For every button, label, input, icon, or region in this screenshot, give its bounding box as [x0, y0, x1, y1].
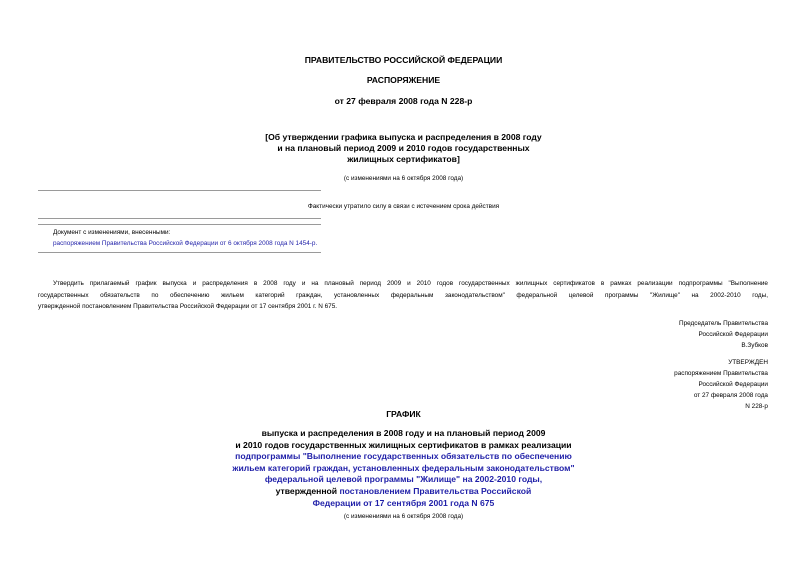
amendment-note: (с изменениями на 6 октября 2008 года) [343, 175, 464, 182]
schedule-title-line [0, 486, 807, 498]
document-title [0, 132, 807, 165]
schedule-title-line: выпуска и распределения в 2008 году и на плановый период 2009 [261, 428, 546, 438]
schedule-title-prefix: утвержденной [275, 485, 340, 496]
title-line: [Об утверждении графика выпуска и распределения в 2008 году [265, 132, 542, 142]
schedule-amendment-note: (с изменениями на 6 октября 2008 года) [343, 513, 464, 520]
signature-name: В.Зубков [741, 342, 768, 350]
status-note: Фактически утратило силу в связи с истечением срока действия [307, 203, 500, 210]
schedule-title-line[interactable]: Федерации от 17 сентября 2001 года N 675 [312, 497, 495, 508]
resolution-text [38, 278, 768, 313]
signature-position: Председатель Правительства [679, 320, 768, 327]
approval-line: N 228-р [745, 403, 768, 411]
government-name: ПРАВИТЕЛЬСТВО РОССИЙСКОЙ ФЕДЕРАЦИИ [304, 55, 503, 65]
divider [38, 224, 321, 225]
changes-label: Документ с изменениями, внесенными: [53, 229, 171, 236]
approval-line: распоряжением Правительства [674, 370, 768, 378]
approval-line: УТВЕРЖДЕН [728, 359, 768, 366]
schedule-heading: ГРАФИК [386, 409, 421, 419]
schedule-title-line: федеральной целевой программы "Жилище" на 2002-2010 годы, [264, 474, 543, 485]
title-line: и на плановый период 2009 и 2010 годов государственных [277, 143, 530, 153]
schedule-title-line: и 2010 годов государственных жилищных сертификатов в рамках реализации [235, 439, 572, 450]
divider [38, 218, 321, 219]
approval-line: от 27 февраля 2008 года [693, 392, 768, 400]
approval-line: Российской Федерации [698, 381, 768, 389]
document-date-number: от 27 февраля 2008 года N 228-р [334, 96, 473, 106]
document-type: РАСПОРЯЖЕНИЕ [366, 75, 441, 85]
signature-position: Российской Федерации [698, 331, 768, 339]
divider [38, 190, 321, 191]
resolution-675-link[interactable]: постановлением Правительства Российской [339, 485, 532, 496]
amendment-link[interactable]: распоряжением Правительства Российской Федерации от 6 октября 2008 года N 1454-р. [53, 240, 318, 247]
schedule-title [0, 428, 807, 509]
resolution-line: Утвердить прилагаемый график выпуска и распределения в 2008 году и на плановый период 2009 и 2010 годов государственных жилищных сертификатов в рамках реализации подпрограммы "Выполнение [53, 280, 768, 287]
schedule-title-line: жильем категорий граждан, установленных федеральным законодательством" [232, 462, 575, 473]
approval-block [674, 357, 768, 412]
resolution-line: государственных обязательств по обеспечению жильем категорий граждан, установленных федеральным законодательством" федеральной целевой программы "Жилище" на 2002-2010 годы, [38, 291, 768, 299]
signature-block [679, 318, 768, 351]
divider [38, 252, 321, 253]
title-line: жилищных сертификатов] [347, 154, 460, 164]
schedule-title-line: подпрограммы "Выполнение государственных обязательств по обеспечению [235, 451, 572, 462]
resolution-line: утвержденной постановлением Правительства Российской Федерации от 17 сентября 2001 г. N 675. [38, 303, 338, 310]
